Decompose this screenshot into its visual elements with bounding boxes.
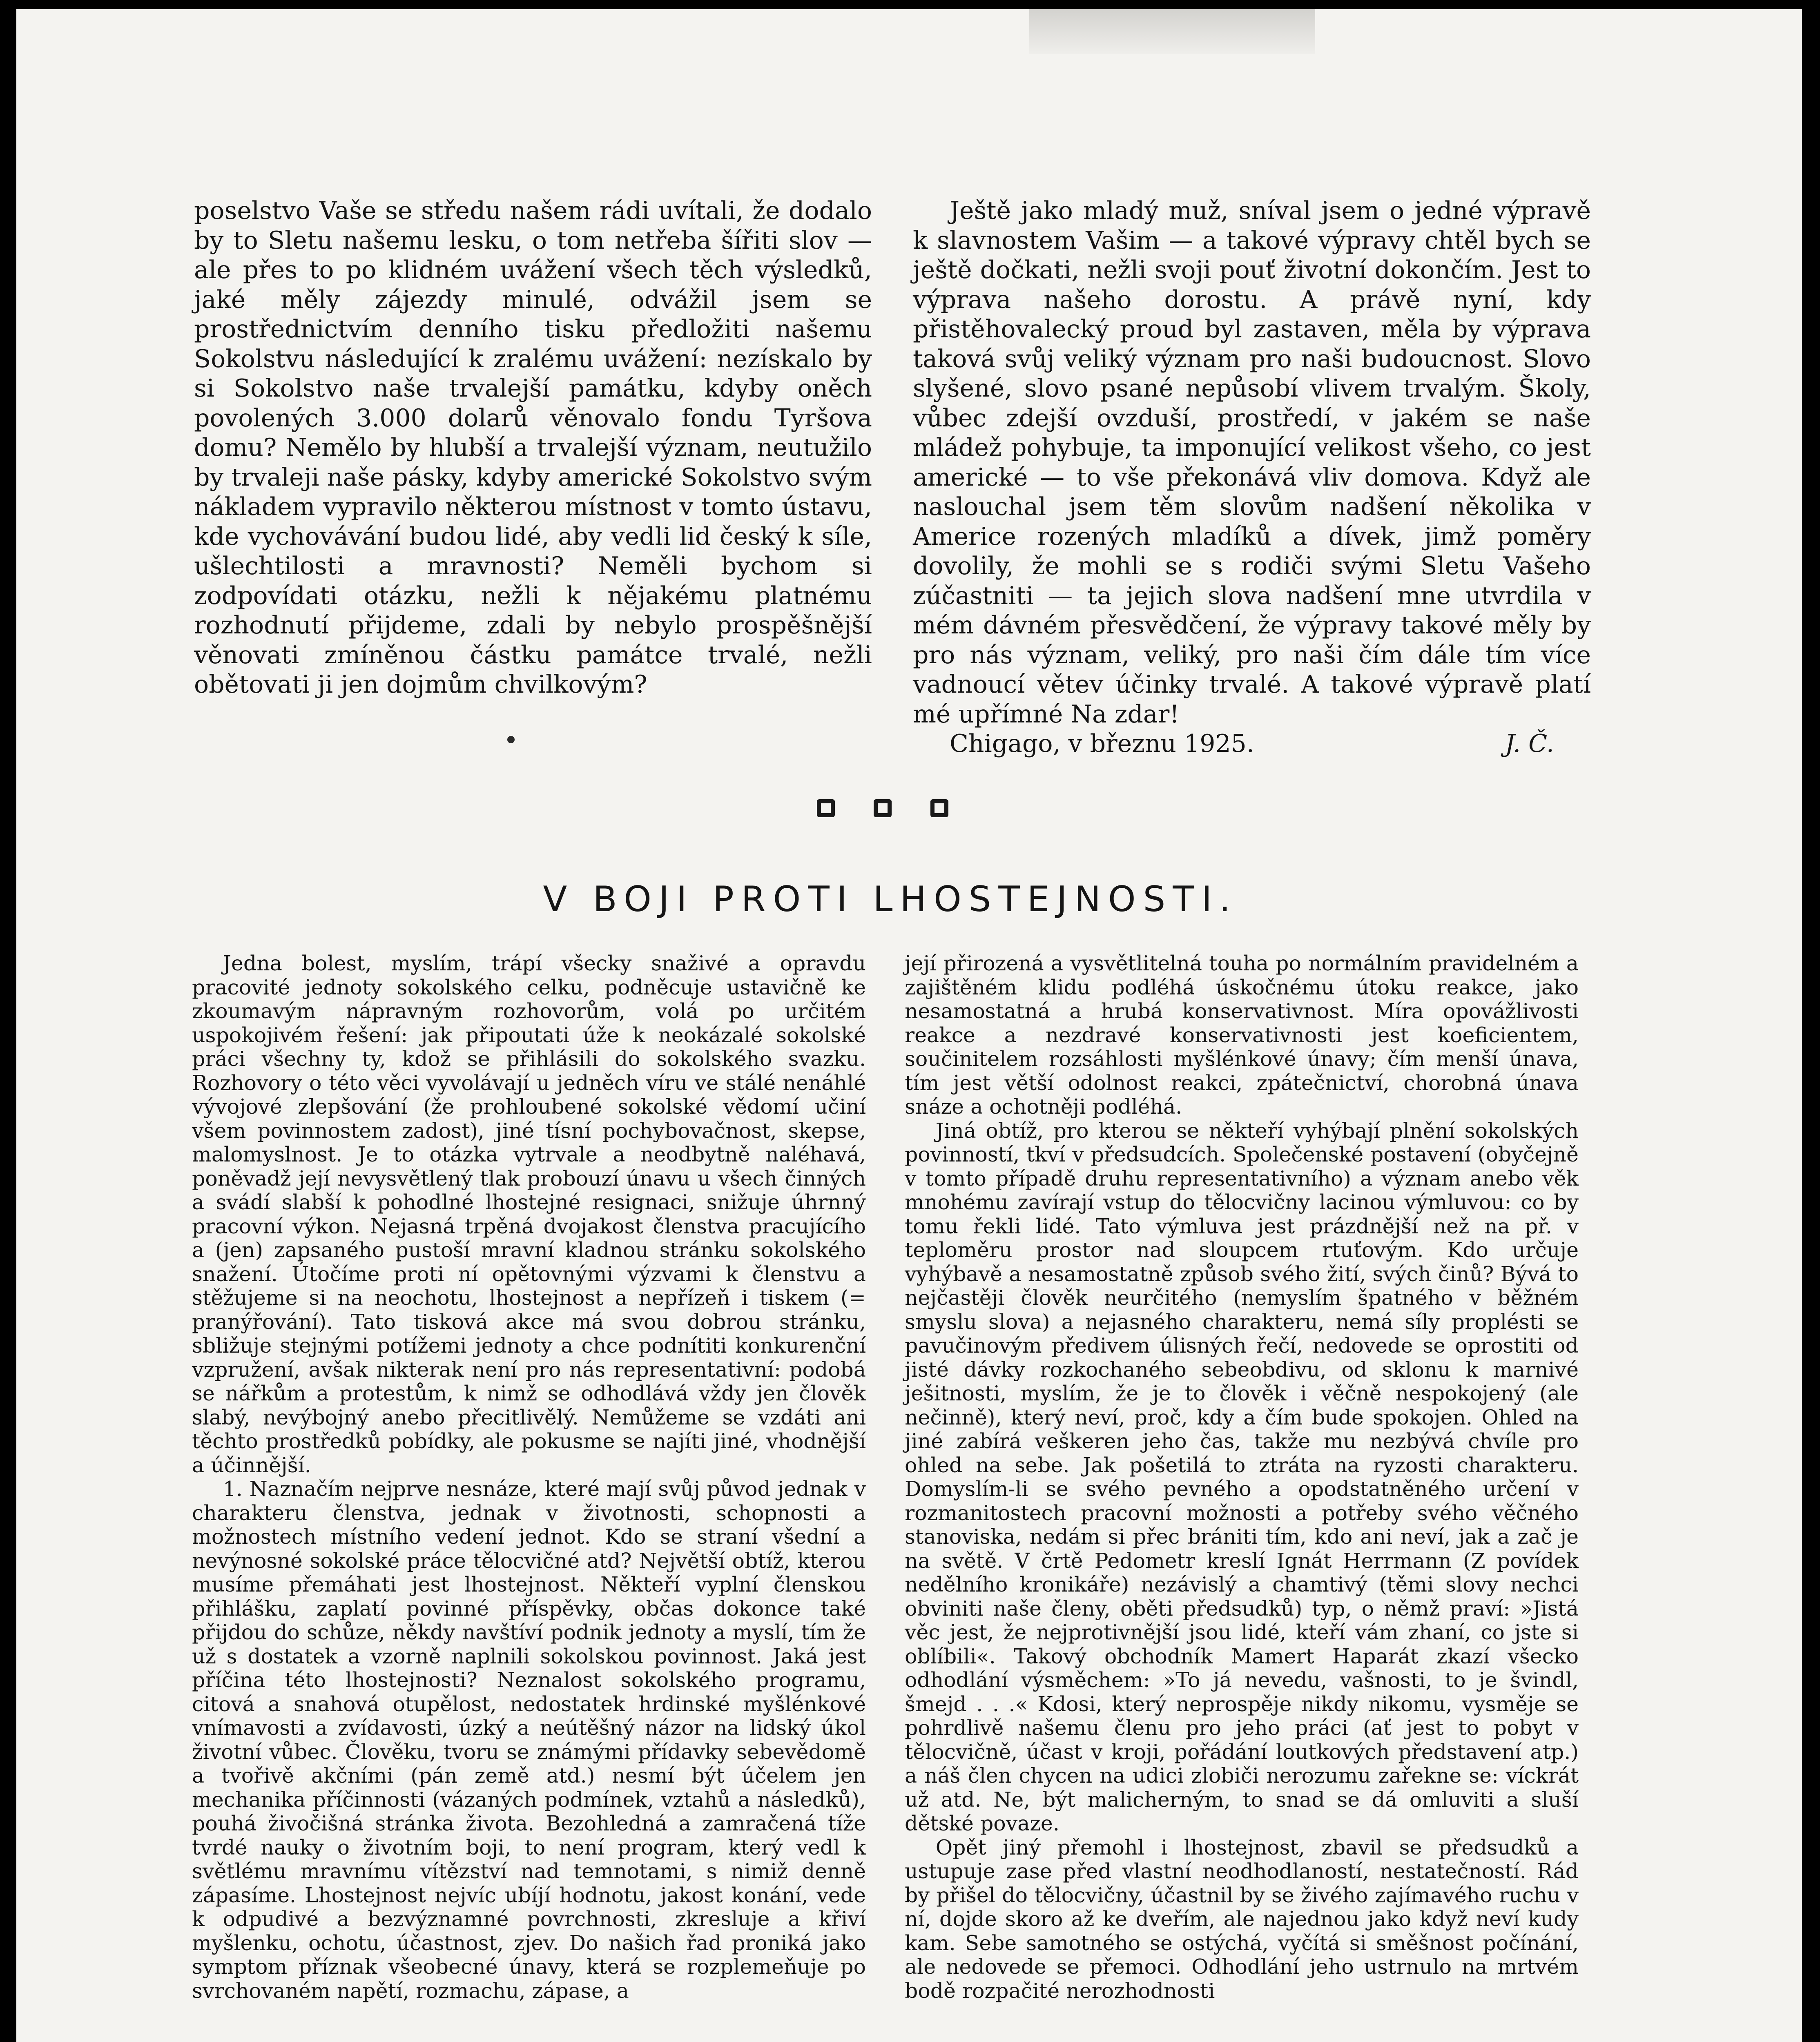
article-paragraph: její přirozená a vysvětlitelná touha po normálním pravidelném a zajištěném klidu podléhá úskočnému útoku reakce, jako nesamostatná a hrubá konservativnost. Míra opovážlivosti reakce a nezdravé konservativnosti jest koeficientem, součinitelem rozsáhlosti myšlénkové únavy; čím menší únava, tím jest větší odolnost reakci, zpátečnictví, chorobná únava snáze a ochotněji podléhá. xyxy=(905,951,1579,1119)
place-date: Chigago, v březnu 1925. xyxy=(950,729,1254,758)
letter-right-column xyxy=(913,196,1591,759)
article-paragraph: Opět jiný přemohl i lhostejnost, zbavil se předsudků a ustupuje zase před vlastní neodhodlaností, nestatečností. Rád by přišel do tělocvičny, účastnil by se živého zajímavého ruchu v ní, dojde skoro až ke dveřím, ale najednou jako když neví kudy kam. Sebe samotného se ostýchá, vyčítá si směšnost počínání, ale nedovede se přemoci. Odhodlání jeho ustrnulo na mrtvém bodě rozpačité nerozhodnosti xyxy=(905,1835,1579,2003)
article-paragraph: 1. Naznačím nejprve nesnáze, které mají svůj původ jednak v charakteru členstva, jednak v životnosti, schopnosti a možnostech místního vedení jednot. Kdo se straní všední a nevýnosné sokolské práce tělocvičné atd? Největší obtíž, kterou musíme přemáhati jest lhostejnost. Někteří vyplní členskou přihlášku, zaplatí povinné příspěvky, občas dokonce také přijdou do schůze, někdy navštíví podnik jednoty a myslí, tím že už s dostatek a vzorně naplnili sokolskou povinnost. Jaká jest příčina této lhostejnosti? Neznalost sokolského programu, citová a snahová otupělost, nedostatek hrdinské myšlénkové vnímavosti a zvídavosti, úzký a neútěšný názor na lidský úkol životní vůbec. Člověku, tvoru se známými přídavky sebevědomě a tvořivě akčními (pán země atd.) nesmí být účelem jen mechanika příčinnosti (vázaných podmínek, vztahů a následků), pouhá živočišná stránka života. Bezohledná a zamračená tíže tvrdé nauky o životním boji, to není program, který vedl k světlému mravnímu vítězství nad temnotami, s nimiž denně zápasíme. Lhostejnost nejvíc ubíjí hodnotu, jakost konání, vede k odpudivé a bezvýznamné povrchnosti, zkresluje a křiví myšlenku, ochotu, účastnost, zjev. Do našich řad proniká jako symptom příznak všeobecné únavy, která se rozplemeňuje po svrchovaném napětí, rozmachu, zápase, a xyxy=(192,1477,866,2003)
square-ornament-icon xyxy=(874,799,892,817)
scan-artifact xyxy=(1029,9,1315,54)
square-ornament-icon xyxy=(930,799,948,817)
letter-left-column xyxy=(194,196,872,700)
article-heading: V BOJI PROTI LHOSTEJNOSTI. xyxy=(543,879,1238,920)
page-content xyxy=(172,185,1609,2003)
article-paragraph: Jiná obtíž, pro kterou se někteří vyhýbají plnění sokolských povinností, tkví v předsudcích. Společenské postavení (obyčejně v tomto případě druhu representativního) a význam anebo věk mnohému zavírají vstup do tělocvičny lacinou výmluvou: co by tomu řekli lidé. Tato výmluva jest prázdnější než na př. v teploměru prostor nad sloupcem rtuťovým. Kdo určuje vyhýbavě a nesamostatně způsob svého žití, svých činů? Bývá to nejčastěji člověk neurčitého (nemyslím špatného v běžném smyslu slova) a nejasného charakteru, nemá síly proplésti se pavučinovým předivem úlisných řečí, nedovede se oprostiti od jisté dávky rozkochaného sebeobdivu, od sklonu k marnivé ješitnosti, myslím, že je to člověk i věčně nespokojený (ale nečinně), který neví, proč, kdy a čím bude spokojen. Ohled na jiné zabírá veškeren jeho čas, takže mu nezbývá chvíle pro ohled na sebe. Jak pošetilá to ztráta na ryzosti charakteru. Domyslím-li se svého pevného a opodstatněného určení v rozmanitostech pracovní možnosti a potřeby svého věčného stanoviska, nedám si přec brániti tím, kdo ani neví, jak a zač je na světě. V črtě Pedometr kreslí Ignát Herrmann (Z povídek nedělního kronikáře) nezávislý a chamtivý (těmi slovy nechci obviniti naše členy, oběti předsudků) typ, o němž praví: »Jistá věc jest, že nejprotivnější jsou lidé, kteří vám zhaní, co jste si oblíbili«. Takový obchodník Mamert Haparát zkazí všecko odhodlání výsměchem: »To já nevedu, vašnosti, to je švindl, šmejd . . .« Kdosi, který neprospěje nikdy nikomu, vysměje se pohrdlivě našemu členu pro jeho práci (ať jest to pobyt v tělocvičně, účast v kroji, pořádání loutkových představení atp.) a náš člen chycen na udici zlobiči nerozumu zařekne se: víckrát už atd. Ne, být malicherným, to snad se dá omluviti a sluší dětské povaze. xyxy=(905,1118,1579,1835)
section-separator xyxy=(817,799,948,817)
document-page xyxy=(16,9,1802,2042)
letter-paragraph: Ještě jako mladý muž, sníval jsem o jedné výpravě k slavnostem Vašim — a takové výpravy chtěl bych se ještě dočkati, nežli svoji pouť životní dokončím. Jest to výprava našeho dorostu. A právě nyní, kdy přistěhovalecký proud byl zastaven, měla by výprava taková svůj veliký význam pro naši budoucnost. Slovo slyšené, slovo psané nepůsobí vlivem trvalým. Školy, vůbec zdejší ovzduší, prostředí, v jakém se naše mládež pohybuje, ta imponující velikost všeho, co jest americké — to vše překonává vliv domova. Když ale naslouchal jsem těm slovům nadšení několika v Americe rozených mladíků a dívek, jimž poměry dovolily, že mohli se s rodiči svými Sletu Vašeho zúčastniti — ta jejich slova nadšení mne utvrdila v mém dávném přesvědčení, že výpravy takové měly by pro nás význam, veliký, pro naši čím dále tím více vadnoucí větev účinky trvalé. A takové výpravě platí mé upřímné Na zdar! xyxy=(913,196,1591,729)
author-initials: J. Č. xyxy=(1505,729,1554,758)
bullet-dot xyxy=(507,736,515,743)
letter-paragraph: poselstvo Vaše se středu našem rádi uvítali, že dodalo by to Sletu našemu lesku, o tom netřeba šířiti slov — ale přes to po klidném uvážení všech těch výsledků, jaké měly zájezdy minulé, odvážil jsem se prostřednictvím denního tisku předložiti našemu Sokolstvu následující k zralému uvážení: nezískalo by si Sokolstvo naše trvalejší památku, kdyby oněch povolených 3.000 dolarů věnovalo fondu Tyršova domu? Nemělo by hlubší a trvalejší význam, neutužilo by trvaleji naše pásky, kdyby americké Sokolstvo svým nákladem vypravilo některou místnost v tomto ústavu, kde vychovávání budou lidé, aby vedli lid český k síle, ušlechtilosti a mravnosti? Neměli bychom si zodpovídati otázku, nežli k nějakému platnému rozhodnutí přijdeme, zdali by nebylo prospěšnější věnovati zmíněnou částku památce trvalé, nežli obětovati ji jen dojmům chvilkovým? xyxy=(194,196,872,699)
article-paragraph: Jedna bolest, myslím, trápí všecky snaživé a opravdu pracovité jednoty sokolského celku, podněcuje ustavičně ke zkoumavým nápravným rozhovorům, volá po určitém uspokojivém řešení: jak připoutati úže k neokázalé sokolské práci všechny ty, kdož se přihlásili do sokolského svazku. Rozhovory o této věci vyvolávají u jedněch víru ve stálé nenáhlé vývojové zlepšování (že prohloubené sokolské vědomí učiní všem povinnostem zadost), jiné tísní pochybovačnost, skepse, malomyslnost. Je to otázka vytrvale a neodbytně naléhavá, poněvadž její nevysvětlený tlak probouzí únavu u všech činných a svádí slabší k pohodlné lhostejné resignaci, snižuje úhrnný pracovní výkon. Nejasná trpěná dvojakost členstva pracujícího a (jen) zapsaného pustoší mravní kladnou stránku sokolského snažení. Útočíme proti ní opětovnými výzvami k členstvu a stěžujeme si na neochotu, lhostejnost a nepřízeň i tiskem (= pranýřování). Tato tisková akce má svou dobrou stránku, sbližuje stejnými potížemi jednoty a chce podnítiti konkurenční vzpružení, avšak nikterak není pro nás representativní: podobá se nářkům a protestům, k nimž se odhodlává vždy jen člověk slabý, nevýbojný anebo přecitlivělý. Nemůžeme se vzdáti ani těchto prostředků pobídky, ale pokusme se najíti jiné, vhodnější a účinnější. xyxy=(192,951,866,1477)
square-ornament-icon xyxy=(817,799,835,817)
article-left-column xyxy=(192,952,866,2003)
signature-line xyxy=(913,729,1591,759)
letter-section xyxy=(172,185,1609,769)
article-right-column xyxy=(905,952,1579,2003)
